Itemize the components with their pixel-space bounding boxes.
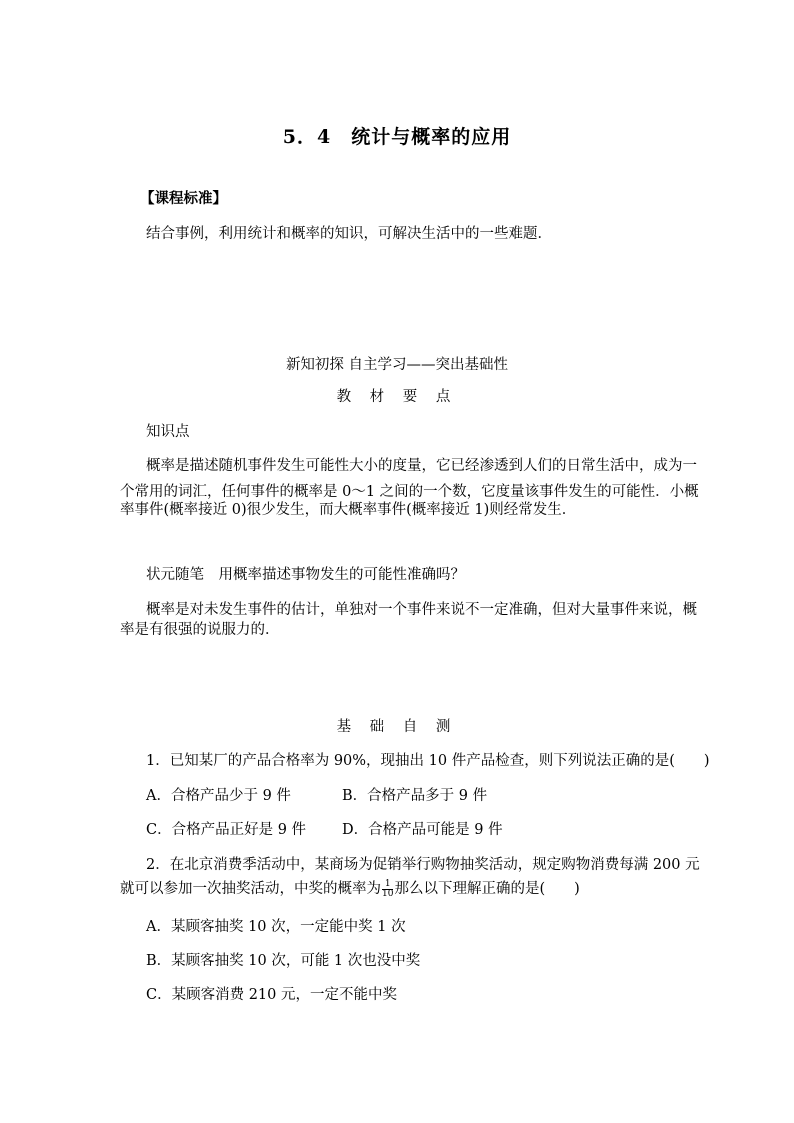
q2-option-c: C．某顾客消费 210 元，一定不能中奖 xyxy=(146,987,397,1003)
note-line-1: 概率是对未发生事件的估计，单独对一个事件来说不一定准确，但对大量事件来说，概 xyxy=(146,602,697,618)
q1-option-b: B．合格产品多于 9 件 xyxy=(342,788,488,804)
knowledge-label: 知识点 xyxy=(146,424,190,440)
knowledge-para-line-3: 率事件(概率接近 0)很少发生，而大概率事件(概率接近 1)则经常发生． xyxy=(120,502,577,518)
note-title: 状元随笔 用概率描述事物发生的可能性准确吗？ xyxy=(146,567,465,583)
q2-stem-text-b: 那么以下理解正确的是( ) xyxy=(394,881,580,897)
q2-stem-text-a: 就可以参加一次抽奖活动，中奖的概率为 xyxy=(120,881,381,897)
q1-option-c: C．合格产品正好是 9 件 xyxy=(146,822,307,838)
fraction-denominator: 10 xyxy=(382,888,394,899)
q2-option-b: B．某顾客抽奖 10 次，可能 1 次也没中奖 xyxy=(146,953,421,969)
knowledge-para-line-1: 概率是描述随机事件发生可能性大小的度量，它已经渗透到人们的日常生活中，成为一 xyxy=(146,458,697,474)
q2-option-a: A．某顾客抽奖 10 次，一定能中奖 1 次 xyxy=(146,919,406,935)
q1-option-d: D．合格产品可能是 9 件 xyxy=(342,822,503,838)
q1-options-row-2 xyxy=(146,820,706,840)
q2-stem-line-1: 2．在北京消费季活动中，某商场为促销举行购物抽奖活动，规定购物消费每满 200 元 xyxy=(146,857,700,873)
fraction-numerator: 1 xyxy=(382,880,393,890)
q1-stem: 1．已知某厂的产品合格率为 90%，现抽出 10 件产品检查，则下列说法正确的是( ) xyxy=(146,753,710,769)
self-test-subtitle: 基 础 自 测 xyxy=(336,719,458,735)
q1-options-row-1 xyxy=(146,786,706,806)
q2-stem-line-2 xyxy=(120,879,680,899)
page-title: 5．4 统计与概率的应用 xyxy=(282,126,512,148)
materials-subtitle: 教 材 要 点 xyxy=(336,389,458,405)
note-line-2: 率是有很强的说服力的． xyxy=(120,622,280,638)
standard-text: 结合事例，利用统计和概率的知识，可解决生活中的一些难题． xyxy=(146,226,552,242)
fraction xyxy=(382,880,393,899)
q1-option-a: A．合格产品少于 9 件 xyxy=(146,788,291,804)
section-banner: 新知初探 自主学习——突出基础性 xyxy=(285,357,509,373)
standard-heading: 【课程标准】 xyxy=(140,190,227,207)
knowledge-para-line-2: 个常用的词汇，任何事件的概率是 0～1 之间的一个数，它度量该事件发生的可能性．小概 xyxy=(120,484,699,500)
